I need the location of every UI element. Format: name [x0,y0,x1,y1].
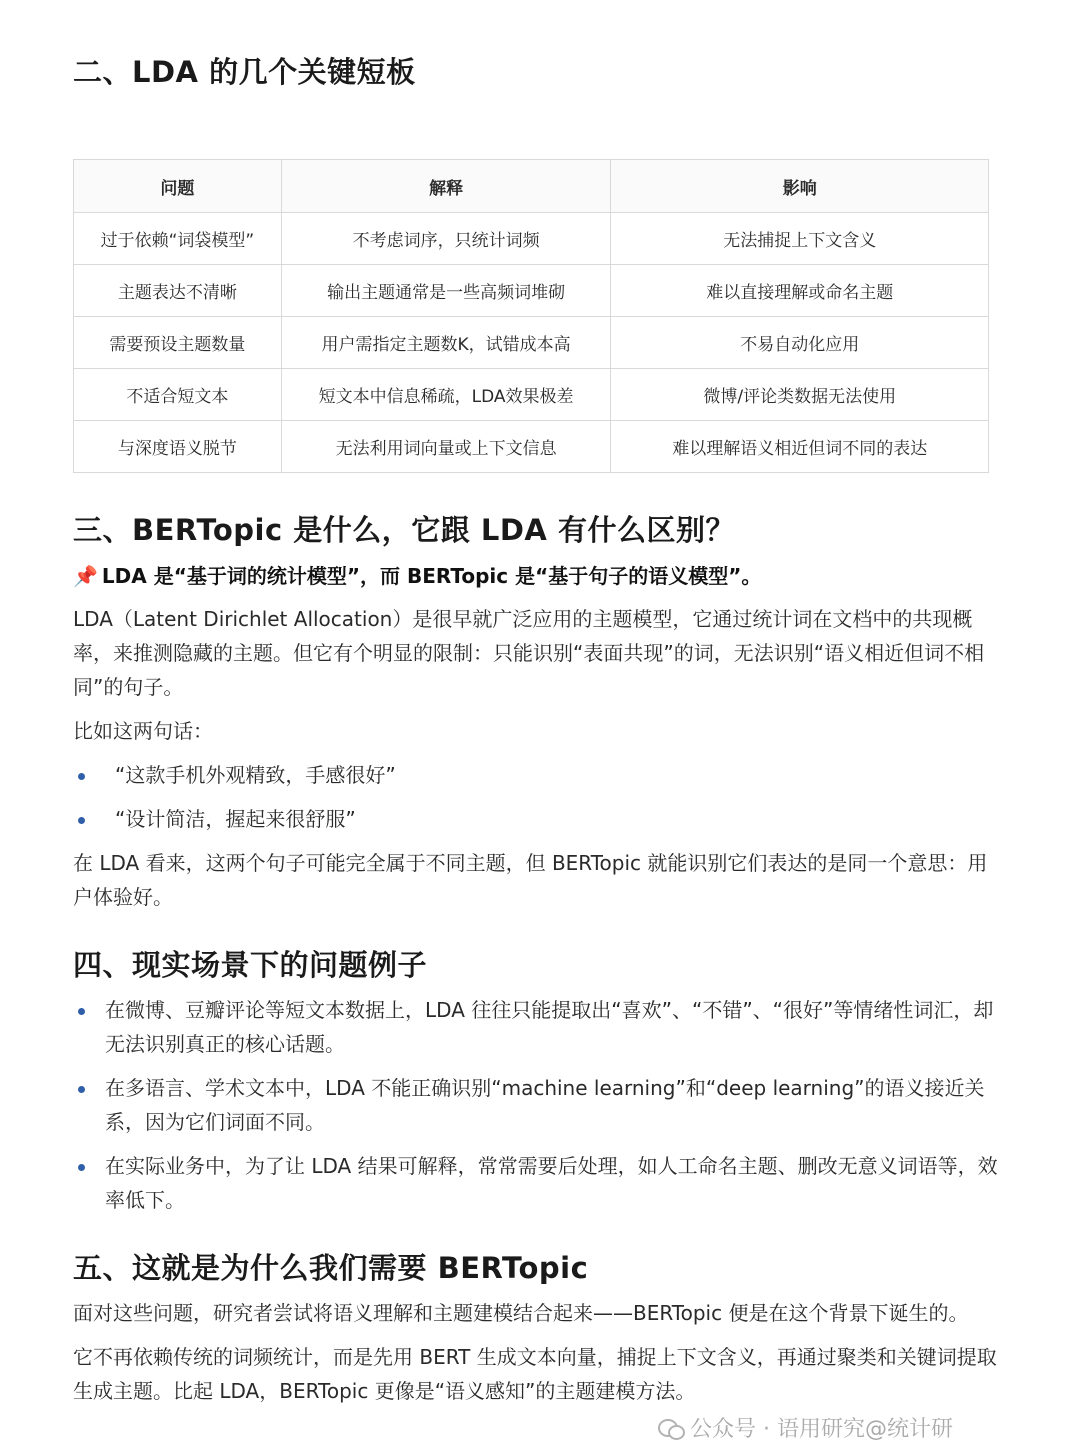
watermark-text: 公众号 · 语用研究@统计研 [690,1417,953,1442]
table-header-cell: 影响 [611,160,989,213]
callout-text: LDA 是“基于词的统计模型”，而 BERTopic 是“基于句子的语义模型”。 [101,564,762,588]
table-row [74,421,989,473]
table-row [74,265,989,317]
paragraph-example-lead: 比如这两句话： [73,719,213,743]
table-cell: 与深度语义脱节 [74,421,282,473]
real-example-list [73,993,1008,1227]
bullet-icon [78,773,85,780]
table-row [74,213,989,265]
watermark [658,1412,953,1443]
table-cell: 不适合短文本 [74,369,282,421]
table-header-cell: 问题 [74,160,282,213]
table-cell: 过于依赖“词袋模型” [74,213,282,265]
section-heading-why-bertopic: 五、这就是为什么我们需要 BERTopic [73,1251,589,1285]
table-row [74,369,989,421]
list-item: 在实际业务中，为了让 LDA 结果可解释，常常需要后处理，如人工命名主题、删改无意义词语等，效率低下。 [73,1149,1008,1217]
wechat-icon [658,1417,684,1439]
table-cell: 需要预设主题数量 [74,317,282,369]
table-cell: 难以理解语义相近但词不同的表达 [611,421,989,473]
table-header-cell: 解释 [281,160,611,213]
paragraph-lda-intro: LDA（Latent Dirichlet Allocation）是很早就广泛应用的主题模型，它通过统计词在文档中的共现概率，来推测隐藏的主题。但它有个明显的限制：只能识别“表面共现”的词，无法识别“语义相近但词不相同”的句子。 [73,607,985,699]
bullet-icon [78,1008,85,1015]
table-cell: 不考虑词序，只统计词频 [281,213,611,265]
bullet-icon [78,1164,85,1171]
table-cell: 用户需指定主题数K，试错成本高 [281,317,611,369]
paragraph-bertopic-origin: 面对这些问题，研究者尝试将语义理解和主题建模结合起来——BERTopic 便是在这个背景下诞生的。 [73,1301,969,1325]
section-heading-bertopic-vs-lda: 三、BERTopic 是什么，它跟 LDA 有什么区别？ [73,513,735,547]
list-item: “这款手机外观精致，手感很好” [73,758,1008,792]
paragraph-bertopic-method: 它不再依赖传统的词频统计，而是先用 BERT 生成文本向量，捕捉上下文含义，再通过聚类和关键词提取生成主题。比起 LDA，BERTopic 更像是“语义感知”的主题建模方法。 [73,1345,997,1403]
table-cell: 无法利用词向量或上下文信息 [281,421,611,473]
bullet-icon [78,1086,85,1093]
list-item: 在多语言、学术文本中，LDA 不能正确识别“machine learning”和“deep learning”的语义接近关系，因为它们词面不同。 [73,1071,1008,1139]
bullet-icon [78,817,85,824]
table-cell: 输出主题通常是一些高频词堆砌 [281,265,611,317]
table-row [74,317,989,369]
section-heading-real-examples: 四、现实场景下的问题例子 [73,948,428,982]
table-cell: 无法捕捉上下文含义 [611,213,989,265]
table-header-row [74,160,989,213]
table-cell: 微博/评论类数据无法使用 [611,369,989,421]
section-heading-lda-shortcomings: 二、LDA 的几个关键短板 [73,55,416,89]
table-cell: 短文本中信息稀疏，LDA效果极差 [281,369,611,421]
table-cell: 主题表达不清晰 [74,265,282,317]
list-item: 在微博、豆瓣评论等短文本数据上，LDA 往往只能提取出“喜欢”、“不错”、“很好”等情绪性词汇，却无法识别真正的核心话题。 [73,993,1008,1061]
paragraph-lda-view: 在 LDA 看来，这两个句子可能完全属于不同主题，但 BERTopic 就能识别它们表达的是同一个意思：用户体验好。 [73,851,988,909]
table-cell: 不易自动化应用 [611,317,989,369]
lda-issues-table [73,159,989,473]
pushpin-icon: 📌 [73,564,98,588]
table-cell: 难以直接理解或命名主题 [611,265,989,317]
list-item: “设计简洁，握起来很舒服” [73,802,1008,836]
callout-summary [73,560,761,589]
example-sentence-list [73,758,1008,846]
